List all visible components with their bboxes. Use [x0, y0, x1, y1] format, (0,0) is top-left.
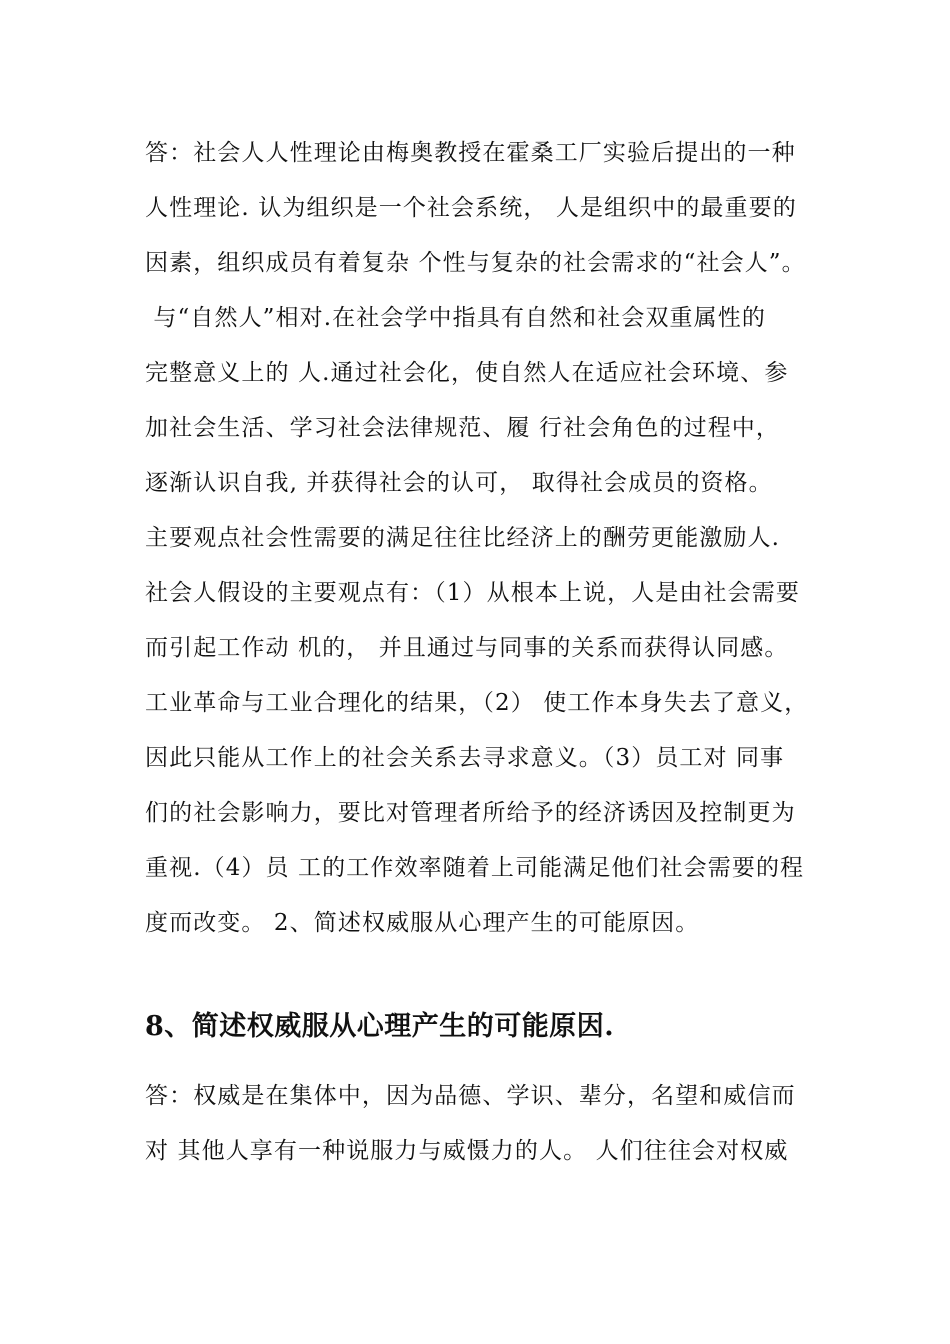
paragraph-line: 重视.（4）员 工的工作效率随着上司能满足他们社会需要的程 — [145, 855, 805, 881]
paragraph-line: 答：权威是在集体中，因为品德、学识、辈分，名望和威信而 — [145, 1083, 796, 1109]
paragraph-line: 因素，组织成员有着复杂 个性与复杂的社会需求的“社会人”。 — [145, 250, 806, 276]
paragraph-line: 社会人假设的主要观点有：（1）从根本上说，人是由社会需要 — [145, 580, 800, 606]
paragraph-line: 们的社会影响力，要比对管理者所给予的经济诱因及控制更为 — [145, 800, 796, 826]
paragraph-line: 加社会生活、学习社会法律规范、履 行社会角色的过程中， — [145, 415, 781, 441]
paragraph-line: 而引起工作动 机的， 并且通过与同事的关系而获得认同感。 — [145, 635, 789, 661]
paragraph-line: 主要观点社会性需要的满足往往比经济上的酬劳更能激励人. — [145, 525, 781, 551]
paragraph-line: 逐渐认识自我, 并获得社会的认可， 取得社会成员的资格。 — [145, 470, 773, 496]
paragraph-line: 度而改变。 2、简述权威服从心理产生的可能原因。 — [145, 910, 700, 936]
paragraph-line: 工业革命与工业合理化的结果，（2） 使工作本身失去了意义， — [145, 690, 809, 716]
paragraph-line: 因此只能从工作上的社会关系去寻求意义。（3）员工对 同事 — [145, 745, 785, 771]
paragraph-line: 对 其他人享有一种说服力与威慑力的人。 人们往往会对权威 — [145, 1138, 789, 1164]
paragraph-line: 完整意义上的 人.通过社会化，使自然人在适应社会环境、参 — [145, 360, 789, 386]
section-heading: 8、简述权威服从心理产生的可能原因. — [145, 1011, 615, 1042]
paragraph-line: 与“自然人”相对.在社会学中指具有自然和社会双重属性的 — [145, 305, 766, 331]
paragraph-line: 答：社会人人性理论由梅奥教授在霍桑工厂实验后提出的一种 — [145, 140, 796, 166]
paragraph-line: 人性理论. 认为组织是一个社会系统， 人是组织中的最重要的 — [145, 195, 797, 221]
